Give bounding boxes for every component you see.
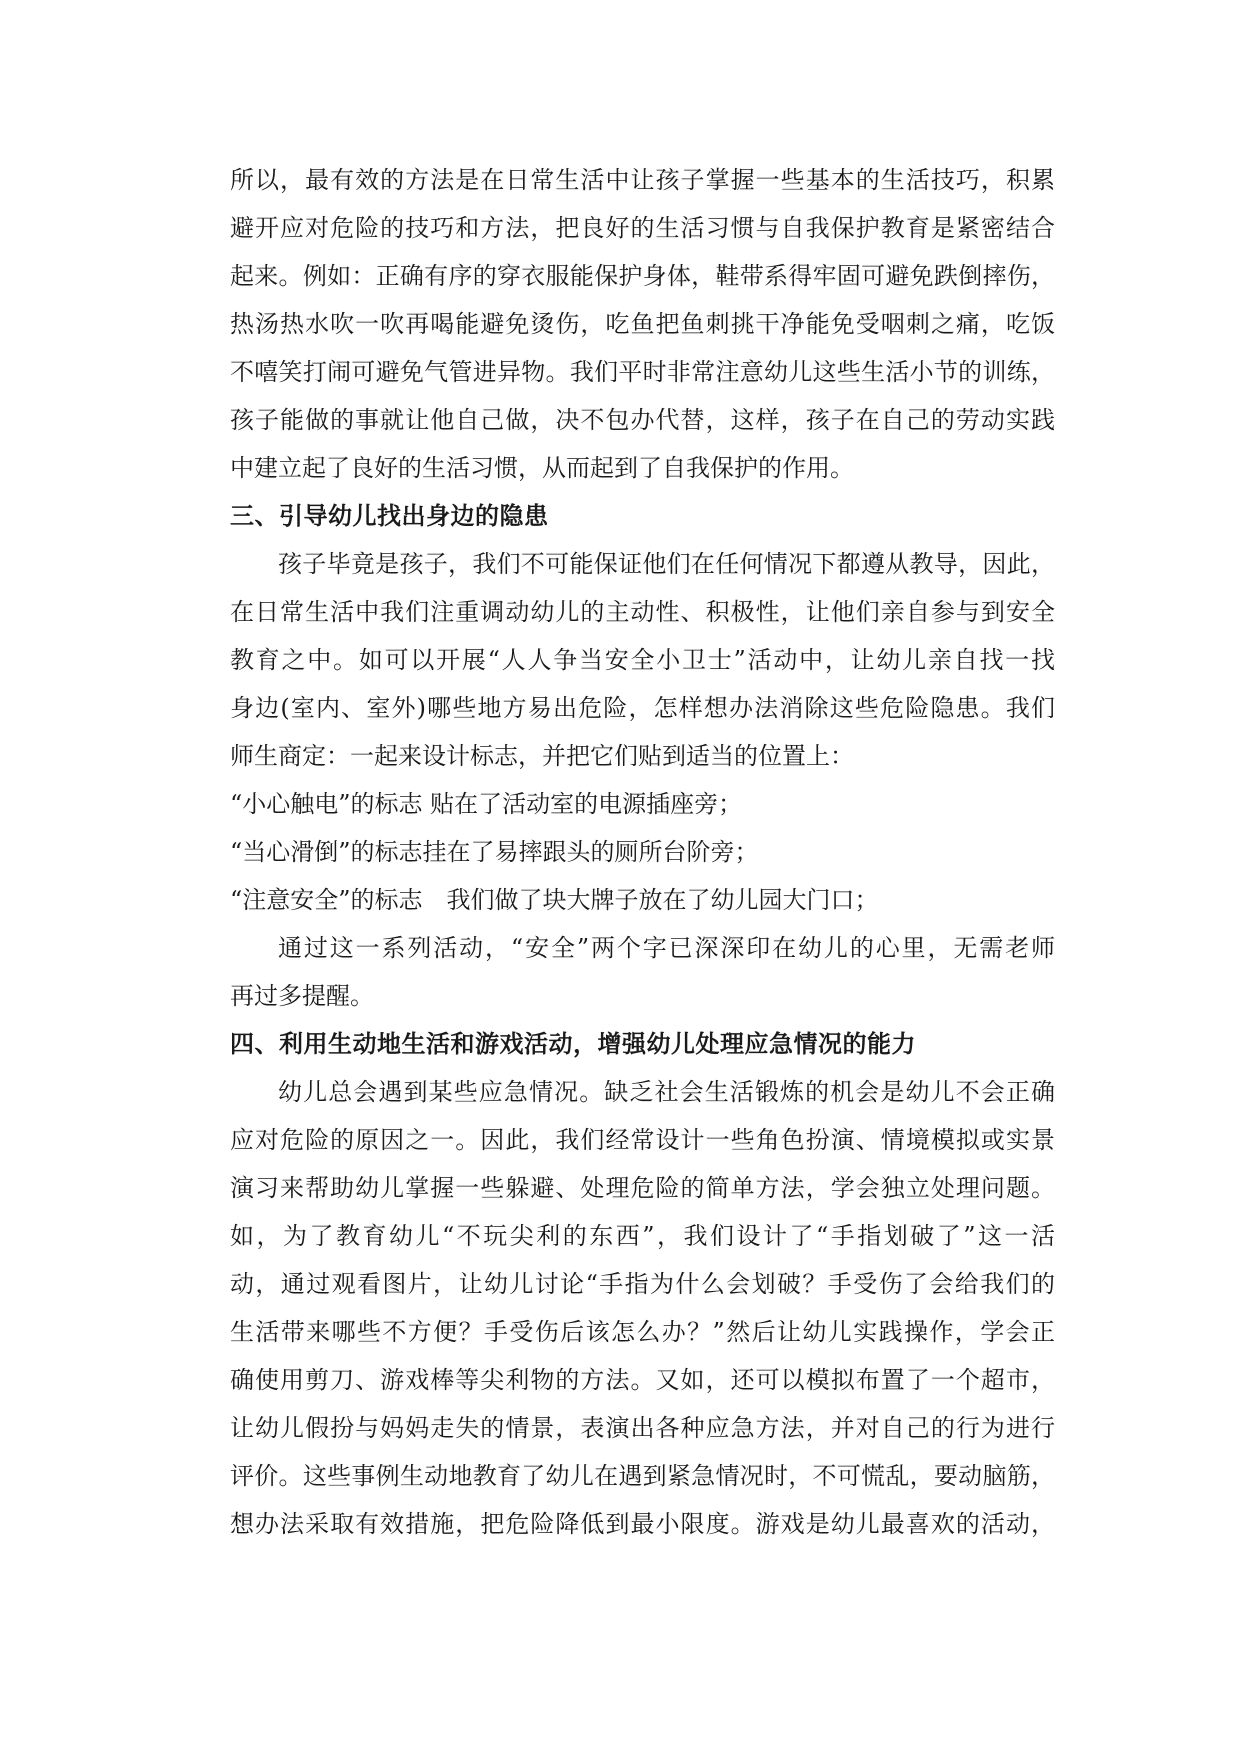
text-line-28: 评价。这些事例生动地教育了幼儿在遇到紧急情况时，不可慌乱，要动脑筋，	[230, 1462, 1055, 1490]
sign-item-2: “当心滑倒”的标志挂在了易摔跟头的厕所台阶旁；	[230, 838, 759, 866]
text-line-1: 所以，最有效的方法是在日常生活中让孩子掌握一些基本的生活技巧，积累	[230, 166, 1055, 194]
text-line-4: 热汤热水吹一吹再喝能避免烫伤，吃鱼把鱼刺挑干净能免受咽刺之痛，吃饭	[230, 310, 1055, 338]
text-line-6: 孩子能做的事就让他自己做，决不包办代替，这样，孩子在自己的劳动实践	[230, 406, 1055, 434]
text-line-7: 中建立起了良好的生活习惯，从而起到了自我保护的作用。	[230, 454, 854, 482]
text-line-23: 如，为了教育幼儿“不玩尖利的东西”，我们设计了“手指划破了”这一活	[230, 1222, 1055, 1250]
text-line-13: 师生商定：一起来设计标志，并把它们贴到适当的位置上：	[230, 742, 854, 770]
text-line-24: 动，通过观看图片，让幼儿讨论“手指为什么会划破？手受伤了会给我们的	[230, 1270, 1055, 1298]
text-line-17: 通过这一系列活动，“安全”两个字已深深印在幼儿的心里，无需老师	[278, 934, 1055, 962]
text-line-11: 教育之中。如可以开展“人人争当安全小卫士”活动中，让幼儿亲自找一找	[230, 646, 1055, 674]
text-line-26: 确使用剪刀、游戏棒等尖利物的方法。又如，还可以模拟布置了一个超市，	[230, 1366, 1055, 1394]
sign-item-3: “注意安全”的标志 我们做了块大牌子放在了幼儿园大门口；	[230, 886, 879, 914]
text-line-12: 身边(室内、室外)哪些地方易出危险，怎样想办法消除这些危险隐患。我们	[230, 694, 1055, 722]
text-line-29: 想办法采取有效措施，把危险降低到最小限度。游戏是幼儿最喜欢的活动，	[230, 1510, 1055, 1538]
text-line-5: 不嘻笑打闹可避免气管进异物。我们平时非常注意幼儿这些生活小节的训练，	[230, 358, 1055, 386]
document-page	[230, 156, 1055, 1548]
text-line-3: 起来。例如：正确有序的穿衣服能保护身体，鞋带系得牢固可避免跌倒摔伤，	[230, 262, 1055, 290]
text-line-20: 幼儿总会遇到某些应急情况。缺乏社会生活锻炼的机会是幼儿不会正确	[278, 1078, 1055, 1106]
text-line-10: 在日常生活中我们注重调动幼儿的主动性、积极性，让他们亲自参与到安全	[230, 598, 1055, 626]
text-line-27: 让幼儿假扮与妈妈走失的情景，表演出各种应急方法，并对自己的行为进行	[230, 1414, 1055, 1442]
sign-item-1: “小心触电”的标志 贴在了活动室的电源插座旁；	[230, 790, 743, 818]
text-line-18: 再过多提醒。	[230, 982, 374, 1010]
section-heading-3: 三、引导幼儿找出身边的隐患	[230, 502, 549, 530]
text-line-25: 生活带来哪些不方便？手受伤后该怎么办？”然后让幼儿实践操作，学会正	[230, 1318, 1055, 1346]
text-line-9: 孩子毕竟是孩子，我们不可能保证他们在任何情况下都遵从教导，因此，	[278, 550, 1055, 578]
text-line-21: 应对危险的原因之一。因此，我们经常设计一些角色扮演、情境模拟或实景	[230, 1126, 1055, 1154]
section-heading-4: 四、利用生动地生活和游戏活动，增强幼儿处理应急情况的能力	[230, 1030, 916, 1058]
text-line-22: 演习来帮助幼儿掌握一些躲避、处理危险的简单方法，学会独立处理问题。	[230, 1174, 1055, 1202]
text-line-2: 避开应对危险的技巧和方法，把良好的生活习惯与自我保护教育是紧密结合	[230, 214, 1055, 242]
